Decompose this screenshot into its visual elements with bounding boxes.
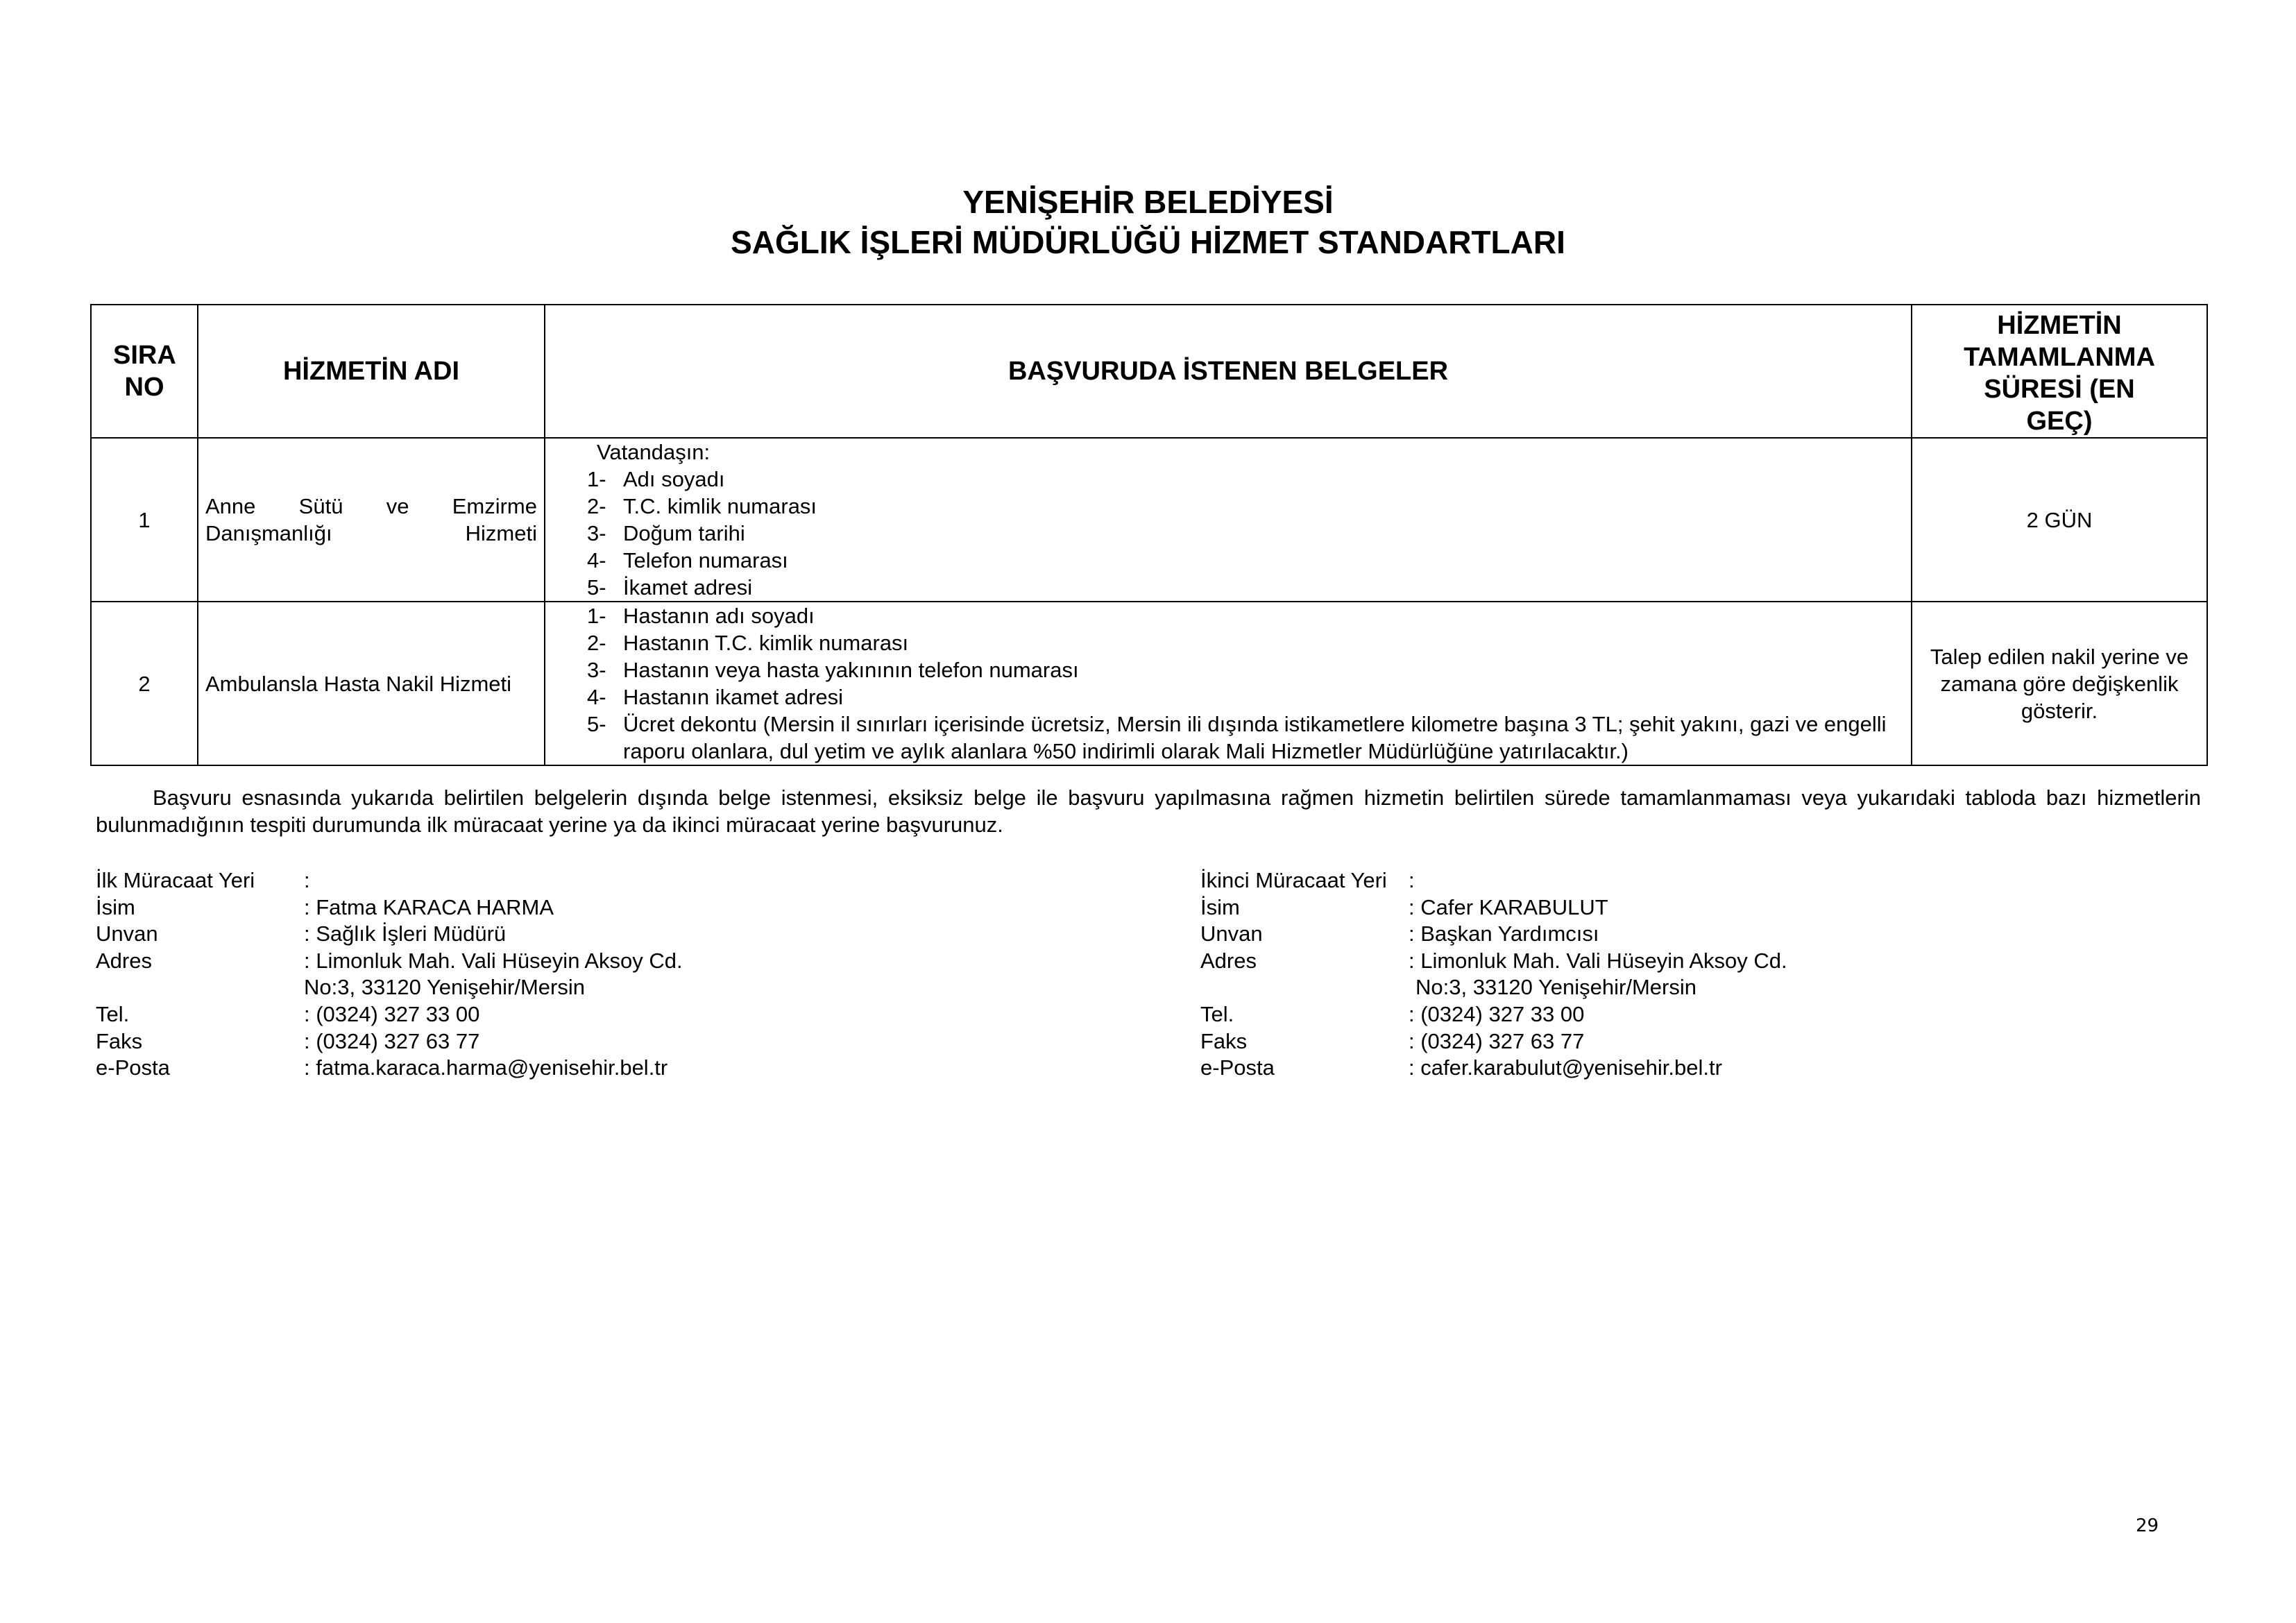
document-item: 2- T.C. kimlik numarası (587, 494, 817, 518)
column-header-hizmet-adi: HİZMETİN ADI (198, 305, 545, 438)
required-documents (545, 438, 1912, 602)
document-item: 5- İkamet adresi (587, 575, 753, 600)
table-row (91, 602, 2207, 765)
contact-name: : Fatma KARACA HARMA (304, 894, 554, 919)
contact-email[interactable]: : fatma.karaca.harma@yenisehir.bel.tr (304, 1055, 668, 1080)
row-number: 2 (91, 602, 198, 765)
contact-address-line1: : Limonluk Mah. Vali Hüseyin Aksoy Cd. (304, 948, 683, 973)
required-documents (545, 602, 1912, 765)
email-label: e-Posta (1200, 1055, 1275, 1080)
service-standards-table (90, 304, 2208, 766)
email-label: e-Posta (96, 1055, 170, 1080)
second-contact-block: İkinci Müracaat Yeri : İsim : Cafer KARABULUT Unvan : Başkan Yardımcısı Adres : Limonluk Mah. Vali Hüseyin Aksoy Cd. No:3, 33120 Yenişehir/Mersin Tel. : (0324) 327 33 00 Faks : (0324) 327 63 77 e-Posta : cafer.karabulut@yenisehir.bel.tr (1200, 867, 1787, 1082)
service-name: Ambulansla Hasta Nakil Hizmeti (198, 602, 545, 765)
column-header-sure: HİZMETİN TAMAMLANMA SÜRESİ (EN GEÇ) (1912, 305, 2207, 438)
contact-fax: : (0324) 327 63 77 (304, 1028, 480, 1053)
contact-heading: İkinci Müracaat Yeri (1200, 868, 1387, 892)
application-note: Başvuru esnasında yukarıda belirtilen belgelerin dışında belge istenmesi, eksiksiz belge ile başvuru yapılmasına rağmen hizmetin belirtilen sürede tamamlanmaması veya yukarıdaki tabloda bazı hizmetlerin bulunmadığının tespiti durumunda ilk müracaat yerine ya da ikinci müracaat yerine başvurunuz. (96, 785, 2201, 837)
contact-address-line1: : Limonluk Mah. Vali Hüseyin Aksoy Cd. (1409, 948, 1787, 973)
contact-title: : Sağlık İşleri Müdürü (304, 921, 507, 946)
page-number: 29 (2136, 1515, 2159, 1536)
documents-intro: Vatandaşın: (597, 440, 711, 464)
contact-heading: İlk Müracaat Yeri (96, 868, 255, 892)
document-title (0, 182, 2296, 262)
name-label: İsim (96, 894, 135, 919)
contact-address-line2: No:3, 33120 Yenişehir/Mersin (304, 975, 585, 1000)
title-label: Unvan (96, 921, 158, 946)
document-item: 1- Adı soyadı (587, 467, 725, 491)
contact-tel: : (0324) 327 33 00 (1409, 1001, 1585, 1026)
document-item: 3- Doğum tarihi (587, 521, 745, 545)
document-item: 3- Hastanın veya hasta yakınının telefon numarası (587, 658, 1079, 682)
contact-tel: : (0324) 327 33 00 (304, 1001, 480, 1026)
completion-time: Talep edilen nakil yerine ve zamana göre değişkenlik gösterir. (1912, 602, 2207, 765)
tel-label: Tel. (1200, 1001, 1234, 1026)
contact-title: : Başkan Yardımcısı (1409, 921, 1599, 946)
contact-address-line2: No:3, 33120 Yenişehir/Mersin (1415, 975, 1697, 1000)
tel-label: Tel. (96, 1001, 130, 1026)
address-label: Adres (1200, 948, 1257, 973)
document-item: 4- Telefon numarası (587, 548, 788, 572)
contact-fax: : (0324) 327 63 77 (1409, 1028, 1585, 1053)
title-line-1: YENİŞEHİR BELEDİYESİ (962, 184, 1334, 220)
row-number: 1 (91, 438, 198, 602)
title-label: Unvan (1200, 921, 1263, 946)
contact-name: : Cafer KARABULUT (1409, 894, 1608, 919)
document-item: 5- Ücret dekontu (Mersin il sınırları içerisinde ücretsiz, Mersin ili dışında istikametlere kilometre başına 3 TL; şehit yakını, gazi ve engelli raporu olanlara, dul yetim ve aylık alanlara %50 indirimli olarak Mali Hizmetler Müdürlüğüne yatırılacaktır.) (587, 712, 1887, 763)
table-row (91, 438, 2207, 602)
fax-label: Faks (96, 1028, 143, 1053)
title-line-2: SAĞLIK İŞLERİ MÜDÜRLÜĞÜ HİZMET STANDARTLARI (731, 224, 1565, 260)
document-item: 4- Hastanın ikamet adresi (587, 685, 844, 709)
document-item: 1- Hastanın adı soyadı (587, 604, 815, 628)
fax-label: Faks (1200, 1028, 1248, 1053)
completion-time: 2 GÜN (1912, 438, 2207, 602)
table-header-row (91, 305, 2207, 438)
first-contact-block: İlk Müracaat Yeri : İsim : Fatma KARACA HARMA Unvan : Sağlık İşleri Müdürü Adres : Limonluk Mah. Vali Hüseyin Aksoy Cd. No:3, 33120 Yenişehir/Mersin Tel. : (0324) 327 33 00 Faks : (0324) 327 63 77 e-Posta : fatma.karaca.harma@yenisehir.bel.tr (96, 867, 683, 1082)
column-header-sira-no: SIRA NO (91, 305, 198, 438)
service-name: Anne Sütü ve Emzirme Danışmanlığı Hizmeti (198, 438, 545, 602)
address-label: Adres (96, 948, 152, 973)
column-header-belgeler: BAŞVURUDA İSTENEN BELGELER (545, 305, 1912, 438)
name-label: İsim (1200, 894, 1240, 919)
document-item: 2- Hastanın T.C. kimlik numarası (587, 631, 909, 655)
contact-email[interactable]: : cafer.karabulut@yenisehir.bel.tr (1409, 1055, 1722, 1080)
